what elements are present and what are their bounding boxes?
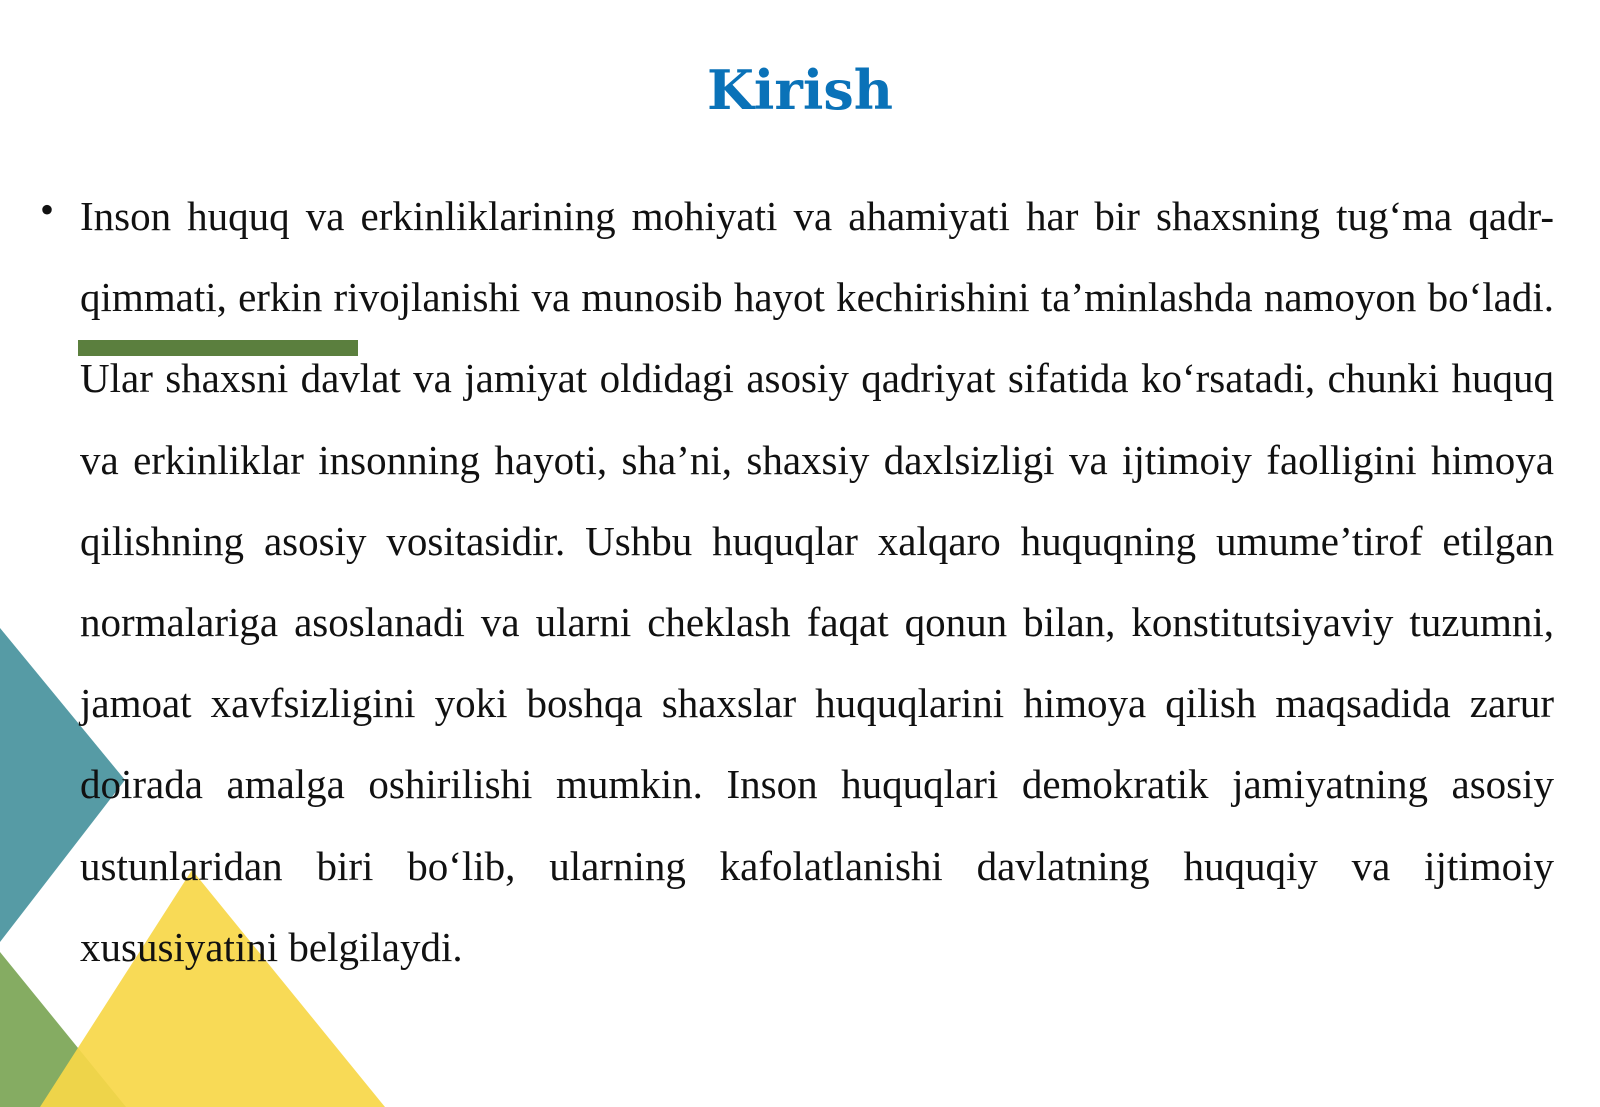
bullet-marker: • [40,187,55,232]
body-paragraph: Inson huquq va erkinliklarining mohiyati va ahamiyati har bir shaxsning tug‘ma qadr-qimmati, erkin rivojlanishi va munosib hayot kechirishini ta’minlashda namoyon bo‘ladi. Ular shaxsni davlat va jamiyat oldidagi asosiy qadriyat sifatida ko‘rsatadi, chunki huquq va erkinliklar insonning hayoti, sha’ni, shaxsiy daxlsizligi va ijtimoiy faolligini himoya qilishning asosiy vositasidir. Ushbu huquqlar xalqaro huquqning umume’tirof etilgan normalariga asoslanadi va ularni cheklash faqat qonun bilan, konstitutsiyaviy tuzumni, jamoat xavfsizligini yoki boshqa shaxslar huquqlarini himoya qilish maqsadida zarur doirada amalga oshirilishi mumkin. Inson huquqlari demokratik jamiyatning asosiy ustunlaridan biri bo‘lib, ularning kafolatlanishi davlatning huquqiy va ijtimoiy xususiyatini belgilaydi. [80,193,1554,970]
slide-title: Kirish [706,58,894,122]
